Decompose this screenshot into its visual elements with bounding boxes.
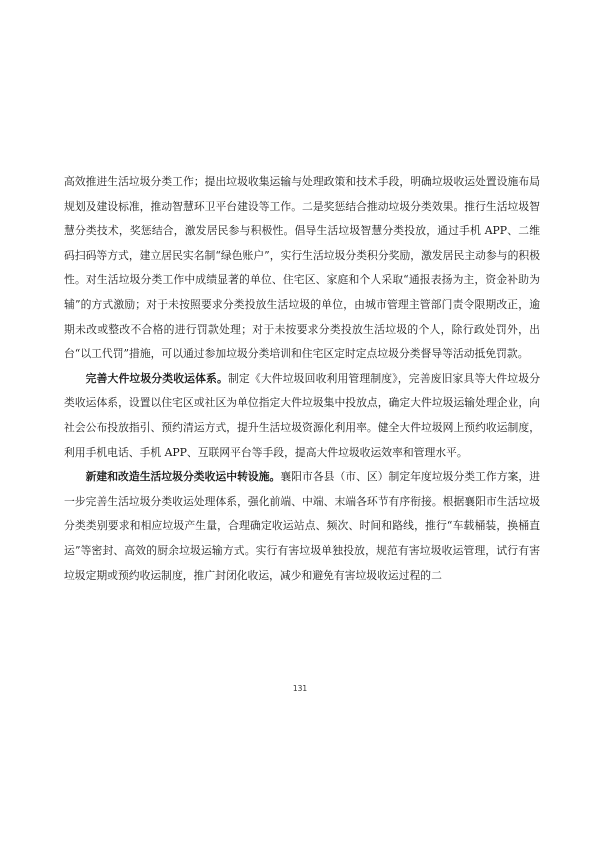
paragraph-2 [64, 367, 540, 465]
paragraph-3 [64, 465, 540, 588]
paragraph-3-lead: 新建和改造生活垃圾分类收运中转设施。 [85, 470, 281, 484]
body-text [64, 170, 540, 588]
page-number: 131 [292, 684, 308, 693]
paragraph-2-text: 制定《大件垃圾回收利用管理制度》，完善废旧家具等大件垃圾分类收运体系，设置以住宅区或社区为单位指定大件垃圾集中投放点，确定大件垃圾运输处理企业，向社会公布投放指引、预约清运方式，提升生活垃圾资源化利用率。健全大件垃圾网上预约收运制度，利用手机电话、手机 APP、互联网平台等手段，提高大件垃圾收运效率和管理水平。 [64, 371, 540, 459]
paragraph-2-lead: 完善大件垃圾分类收运体系。 [85, 371, 228, 385]
paragraph-1-text: 高效推进生活垃圾分类工作；提出垃圾收集运输与处理政策和技术手段，明确垃圾收运处置设施布局规划及建设标准，推动智慧环卫平台建设等工作。二是奖惩结合推动垃圾分类效果。推行生活垃圾智慧分类技术，奖惩结合，激发居民参与积极性。倡导生活垃圾智慧分类投放，通过手机 APP、二维码扫码等方式，建立居民实名制“绿色账户”，实行生活垃圾分类积分奖励，激发居民主动参与的积极性。对生活垃圾分类工作中成绩显著的单位、住宅区、家庭和个人采取“通报表扬为主，资金补助为辅”的方式激励；对于未按照要求分类投放生活垃圾的单位，由城市管理主管部门责令限期改正，逾期未改或整改不合格的进行罚款处理；对于未按要求分类投放生活垃圾的个人，除行政处罚外，出台“以工代罚”措施，可以通过参加垃圾分类培训和住宅区定时定点垃圾分类督导等活动抵免罚款。 [64, 175, 540, 361]
paragraph-1 [64, 170, 540, 367]
paragraph-3-text: 襄阳市各县（市、区）制定年度垃圾分类工作方案，进一步完善生活垃圾分类收运处理体系，强化前端、中端、末端各环节有序衔接。根据襄阳市生活垃圾分类类别要求和相应垃圾产生量，合理确定收运站点、频次、时间和路线，推行“车载桶装，换桶直运”等密封、高效的厨余垃圾运输方式。实行有害垃圾单独投放，规范有害垃圾收运管理，试行有害垃圾定期或预约收运制度，推广封闭化收运，减少和避免有害垃圾收运过程的二 [64, 470, 541, 582]
